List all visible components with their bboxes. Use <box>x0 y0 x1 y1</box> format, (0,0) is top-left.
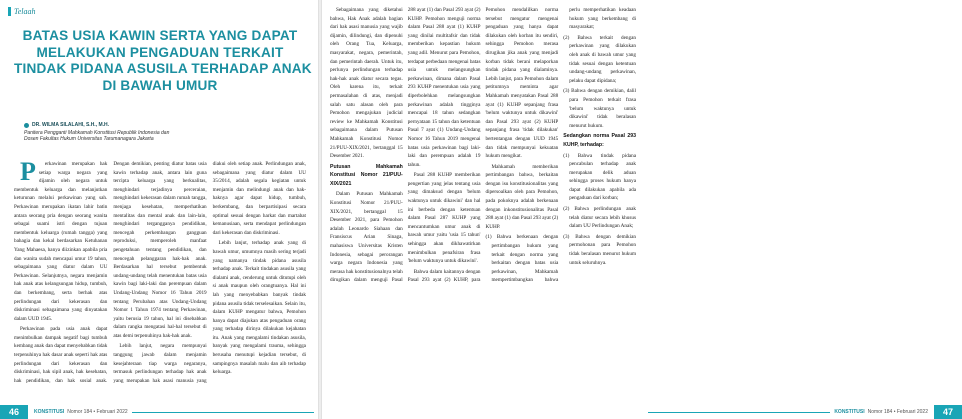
list-item: (3) Bahwa dengan demikian, dalil para Pemohon terkait frasa 'belum waktunya untuk dikawini' tidak beralasan menurut hukum. <box>563 88 636 129</box>
section-label: Telaah <box>14 7 36 16</box>
headline-line: TINDAK PIDANA ASUSILA TERHADAP ANAK <box>14 61 312 76</box>
list-item: (2) Bahwa terkait dengan perkawinan yang dilakukan oleh anak di bawah umur yang tidak sesuai dengan ketentuan undang-undang perkawinan, pelaku dapat dipidana; <box>563 34 636 84</box>
body-paragraph <box>14 157 108 323</box>
footer-issue: Nomor 184 • Februari 2022 <box>867 409 928 415</box>
body-paragraph: Lebih lanjut, negara mempunyai tanggung jawab dalam menjamin kesejahteraan tiap warga negaranya, termasuk perlindungan terhadap hak anak yang merupakan hak asasi manusia yang diakui oleh setiap anak. Perlindungan anak, sebagaimana yang diatur dalam UU 35/2014, adalah segala kegiatan untuk menjamin dan melindungi anak dan hak-haknya agar dapat hidup, tumbuh, berkembang, dan berpartisipasi secara optimal sesuai dengan harkat dan martabat kemanusiaan, serta mendapat perlindungan dari kekerasan dan diskriminasi. <box>113 161 306 384</box>
right-body-columns <box>330 6 636 398</box>
body-paragraph: Sebagaimana yang diketahui bahwa, Hak Anak adalah bagian dari hak asasi manusia yang wajib dijamin, dilindungi, dan dipenuhi oleh Orang Tua, Keluarga, masyarakat, negara, pemerintah, dan pemerintah daerah. Untuk itu, perlunya perlindungan terhadap hak-hak anak diatur secara tegas. Oleh karena itu, terkait permasalahan di atas, menjadi salah satu alasan oleh para Pemohon mengajukan judicial review ke Mahkamah Konstitusi sebagaimana dalam Putusan Mahkamah Konstitusi Nomor 21/PUU-XIX/2021, bertanggal 15 Desember 2021. <box>330 7 403 160</box>
right-footer <box>644 405 962 419</box>
left-body-columns <box>14 157 306 398</box>
article-headline <box>14 28 312 94</box>
body-paragraph: Pasal 288 KUHP memberikan pengertian yang jelas tentang usia yang dimaksud dengan 'belum waktunya untuk dikawini' dan hal ini berbeda dengan ketentuan dalam Pasal 287 KUHP yang mencantumkan umur anak di bawah umur yaitu 'usia 15 tahun' sehingga akan dikhawatirkan menimbulkan penafsiran frasa 'belum waktunya untuk dikawini'. <box>407 172 481 265</box>
body-paragraph: Bahwa dalam kaitannya dengan Pasal 293 ayat (2) KUHP, para Pemohon mendalilkan norma tersebut mengatur mengenai pengaduan yang hanya dapat dilakukan oleh korban itu sendiri, sehingga Pemohon merasa dirugikan jika anak yang menjadi korban tidak berani melaporkan tindak pidana yang dialaminya. Lebih lanjut, para Pemohon dalam petitumnya meminta agar Mahkamah menyatakan Pasal 288 ayat (1) KUHP sepanjang frasa 'belum waktunya untuk dikawini' dan Pasal 293 ayat (2) KUHP sepanjang frasa 'tidak dilakukan' bertentangan dengan UUD 1945 dan tidak mempunyai kekuatan hukum mengikat. <box>407 7 559 284</box>
left-page <box>0 0 318 419</box>
list-item: (2) Bahwa perlindungan anak telah diatur secara lebih khusus dalam UU Perlindungan Anak; <box>563 206 636 230</box>
paragraph-text: erkawinan merupakan hak setiap warga negara yang dijamin oleh negara untuk membentuk keluarga dan melanjutkan keturunan melalui perkawinan yang sah. Perkawinan merupakan ikatan lahir batin antara seorang pria dengan seorang wanita sebagai suami istri dengan tujuan membentuk keluarga (rumah tangga) yang bahagia dan kekal berdasarkan Ketuhanan Yang Mahaesa, hanya diizinkan apabila pria dan wanita sudah mencapai umur 19 tahun, sebagaimana yang diatur dalam UU Perkawinan. Selanjutnya, negara menjamin hak anak atas kelangsungan hidup, tumbuh, dan berkembang, serta berhak atas perlindungan dari kekerasan dan diskriminasi sebagaimana yang dinyatakan dalam UUD 1945. <box>14 161 108 322</box>
footer-rule <box>648 412 830 413</box>
headline-line: BATAS USIA KAWIN SERTA YANG DAPAT <box>22 28 298 43</box>
left-footer <box>0 405 318 419</box>
list-item: (1) Bahwa berkenaan dengan pertimbangan hukum yang terkait dengan norma yang berkaitan dengan batas usia perkawinan, Mahkamah mempertimbangkan bahwa perlu memperhatikan keadaan hukum yang berkembang di masyarakat; <box>485 7 636 284</box>
author-name-row <box>24 122 169 128</box>
author-bio <box>24 130 169 142</box>
author-name: DR. WILMA SILALAHI, S.H., M.H. <box>32 122 110 128</box>
footer-brand: KONSTITUSI <box>834 409 865 415</box>
body-paragraph: Lebih lanjut, terhadap anak yang di bawah umur, umumnya masih sering terjadi yang namanya tindak pidana asusila terhadap anak. Terkait tindakan asusila yang dialami anak, cenderung untuk ditutupi oleh si anak maupun oleh orangtuanya. Hal ini lah yang menyebabkan banyak tindak pidana asusila tidak terselesaikan. Selain itu, dalam KUHP mengatur bahwa, Pemohon hanya dapat diajukan atas pengaduan orang yang terhadap dirinya dilakukan kejahatan itu. Anak yang mengalami tindakan asusila, banyak yang mengalami trauma, sehingga berusaha menutupi kejadian tersebut, di sampingnya masalah malu dan aib terhadap keluarga. <box>212 240 306 376</box>
footer-brand: KONSTITUSI <box>34 409 65 415</box>
body-paragraph: Dalam Putusan Mahkamah Konstitusi Nomor 21/PUU-XIX/2021, bertanggal 15 Desember 2021, para Pemohon adalah Leonardo Siahaan dan Fransiscus Arian Sinaga, mahasiswa Universitas Kristen Indonesia, sebagai perorangan warga negara Indonesia yang merasa hak konstitusionalnya telah dirugikan dalam menguji Pasal 288 ayat (1) dan Pasal 293 ayat (2) KUHP. Pemohon menguji norma dalam Pasal 288 ayat (1) KUHP yang dinilai multitafsir dan tidak memberikan kepastian hukum yang adil. Menurut para Pemohon, terdapat perbedaan mengenai batas usia untuk melangsungkan perkawinan, dimana dalam Pasal 293 KUHP menentukan usia yang diperbolehkan melangsungkan perkawinan adalah tingginya mencapai 18 tahun sedangkan pernyataan 15 tahun dan ketentuan Pasal 7 ayat (1) Undang-Undang Nomor 16 Tahun 2019 mengenai batas usia perkawinan bagi laki-laki dan perempuan adalah 19 tahun. <box>330 7 481 284</box>
headline-line: DI BAWAH UMUR <box>102 77 218 93</box>
right-page <box>322 0 953 419</box>
author-bullet-icon <box>24 123 29 128</box>
section-tag <box>8 7 36 16</box>
drop-cap: P <box>20 157 36 186</box>
subheading: Sedangkan norma Pasal 293 KUHP, terhadap: <box>563 133 636 148</box>
subheading: Putusan Mahkamah Konstitusi Nomor 21/PUU-XIX/2021 <box>330 163 403 187</box>
headline-line: MELAKUKAN PENGADUAN TERKAIT <box>36 44 284 60</box>
author-bio-line: Panitera Pengganti Mahkamah Konstitusi Republik Indonesia dan <box>24 130 170 136</box>
body-paragraph: Perkawinan pada usia anak dapat menimbulkan dampak negatif bagi tumbuh kembang anak dan dapat menyebabkan tidak terpenuhinya hak dasar anak seperti hak atas perlindungan dari kekerasan dan diskriminasi, hak sipil anak, hak kesehatan, hak pendidikan, dan hak sosial anak. Dengan demikian, penting diatur batas usia kawin terhadap anak, antara lain guna tercipta keluarga yang berkualitas, menghindari terjadinya perceraian, menghindari kekerasan dalam rumah tangga, menjaga kesehatan, memperhatikan mentalitas dan mental anak dan lain-lain, menghindari tergangganya pendidikan, mencegah perkembangan gangguan reproduksi, memperoleh manfaat pengetahuan tentang pendidikan, dan mencegah pelanggaran hak-hak anak. Berdasarkan hal tersebut pembentuk undang-undang telah menentukan batas usia kawin bagi laki-laki dan perempuan dalam Undang-Undang Nomor 16 Tahun 2019 tentang Perubahan atas Undang-Undang Nomor 1 Tahun 1974 tentang Perkawinan, yaitu berusia 19 tahun, hal ini disebabkan dalam rangka mengatasi hal-hal tersebut di atas demi terpenuhinya hak-hak anak. <box>14 161 207 384</box>
list-item: (1) Bahwa tindak pidana pencabulan terhadap anak merupakan delik aduan sehingga proses hukum hanya dapat dilakukan apabila ada pengaduan dari korban; <box>563 152 636 202</box>
page-number: 47 <box>934 405 962 419</box>
author-bio-line: Dosen Fakultas Hukum Universitas Tarumanagara Jakarta <box>24 136 154 142</box>
section-bar-icon <box>8 7 11 16</box>
footer-issue: Nomor 184 • Februari 2022 <box>67 409 128 415</box>
list-item: (3) Bahwa dengan demikian permohonan para Pemohon tidak beralasan menurut hukum untuk seluruhnya. <box>563 233 636 266</box>
page-number: 46 <box>0 405 28 419</box>
footer-rule <box>132 412 314 413</box>
body-paragraph: Mahkamah memberikan pertimbangan bahwa, berkaitan dengan isu konstitusionalitas yang dipersoalkan oleh para Pemohon, pada pokoknya adalah berkenaan dengan inkonstitusionalitas Pasal 288 ayat (1) dan Pasal 293 ayat (2) KUHP. <box>485 163 559 230</box>
author-block <box>24 122 169 142</box>
